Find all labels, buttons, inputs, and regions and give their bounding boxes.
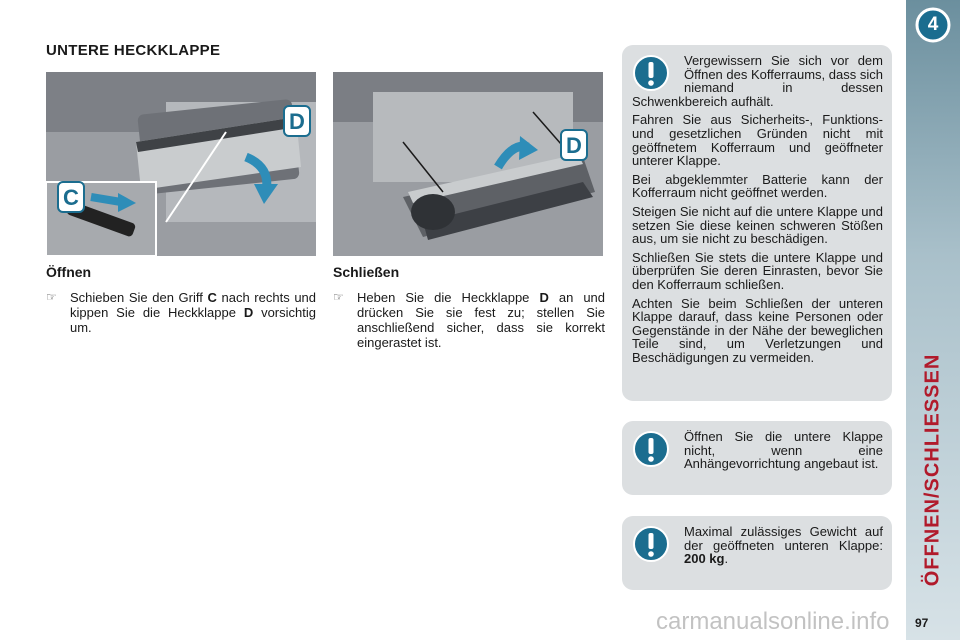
warning-paragraph: Maximal zulässiges Gewicht auf der geöffneten unteren Klappe: 200 kg. — [684, 524, 883, 567]
warning-paragraph: Fahren Sie aus Sicherheits-, Funktions- und gesetzlichen Gründen nicht mit geöffnetem Kofferraum und geöffneter unterer Klappe. — [632, 112, 883, 169]
warning-paragraph: Achten Sie beim Schließen der unteren Klappe darauf, dass keine Personen oder Gegenstände in der Nähe der beweglichen Teile sind, um Verletzungen und Beschädigungen zu vermeiden. — [632, 295, 883, 365]
page-number: 97 — [915, 616, 929, 630]
svg-text:C: C — [63, 185, 79, 210]
warning-callout-safety — [622, 45, 892, 401]
label-d-photo-close — [561, 130, 587, 160]
chapter-label: ÖFFNEN/SCHLIESSEN — [921, 353, 944, 587]
warning-paragraph: Öffnen Sie die untere Klappe nicht, wenn eine Anhängevorrichtung angebaut ist. — [684, 429, 883, 472]
instruction-closing: ☞ Heben Sie die Heckklappe D an und drücken Sie sie fest zu; stellen Sie anschließend sicher, dass sie korrekt eingerastet ist. — [333, 290, 606, 350]
pointing-hand-icon: ☞ — [46, 290, 57, 304]
warning-callout-max-load — [622, 516, 892, 590]
photo-closing-tailgate — [333, 72, 603, 256]
chapter-number: 4 — [927, 14, 939, 35]
instruction-opening: ☞ Schieben Sie den Griff C nach rechts und kippen Sie die Heckklappe D vorsichtig um. — [46, 290, 317, 335]
warning-paragraph: Steigen Sie nicht auf die untere Klappe und setzen Sie diese keinen schweren Stößen aus, um sie nicht zu beschädigen. — [632, 203, 883, 247]
label-c-photo-open — [58, 182, 84, 212]
warning-paragraph: Bei abgeklemmter Batterie kann der Kofferraum nicht geöffnet werden. — [632, 171, 883, 201]
svg-text:D: D — [566, 133, 582, 158]
heading-closing: Schließen — [333, 264, 400, 280]
pointing-hand-icon: ☞ — [333, 290, 344, 304]
section-title: UNTERE HECKKLAPPE — [46, 42, 221, 59]
heading-opening: Öffnen — [46, 264, 92, 280]
warning-exclamation-icon — [632, 430, 670, 468]
warning-callout-towbar — [622, 421, 892, 495]
photo-opening-tailgate — [46, 72, 316, 256]
warning-exclamation-icon — [632, 525, 670, 563]
watermark: carmanualsonline.info — [656, 608, 890, 635]
warning-paragraph: Schließen Sie stets die untere Klappe und überprüfen Sie deren Einrasten, bevor Sie den Kofferraum schließen. — [632, 249, 883, 292]
label-d-photo-open — [284, 106, 310, 136]
svg-text:D: D — [289, 109, 305, 134]
warning-paragraph: Vergewissern Sie sich vor dem Öffnen des Kofferraums, dass sich niemand in dessen Schwenkbereich aufhält. — [632, 53, 883, 109]
warning-exclamation-icon — [632, 54, 670, 92]
